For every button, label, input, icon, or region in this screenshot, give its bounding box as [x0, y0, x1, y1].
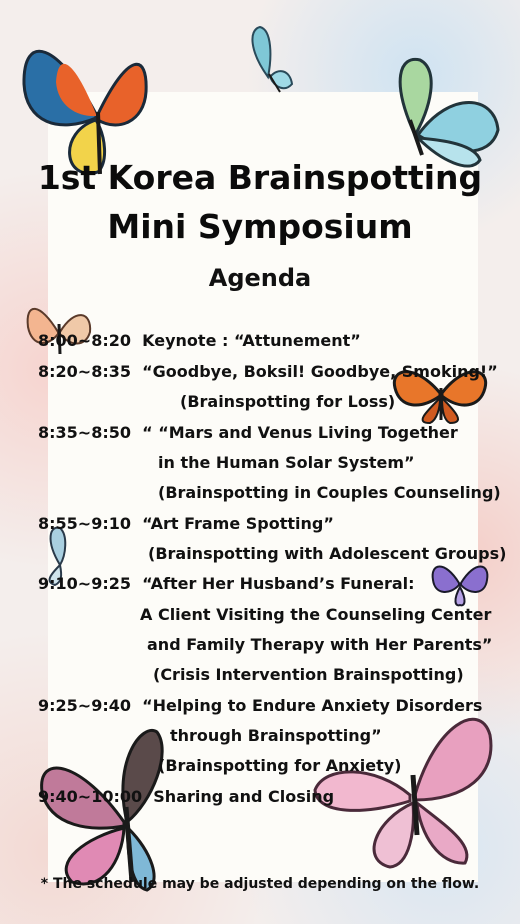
agenda-title: Keynote : “Attunement”: [142, 331, 361, 350]
agenda-time: 9:40~10:00: [38, 787, 143, 806]
agenda-item-6: [38, 695, 482, 717]
schedule-note: * The schedule may be adjusted depending on the flow.: [40, 876, 480, 892]
title-line-1: 1st Korea Brainspotting: [37, 158, 483, 197]
agenda-title: Sharing and Closing: [153, 787, 335, 806]
agenda-item-3: [38, 422, 458, 444]
agenda-heading: Agenda: [208, 264, 312, 292]
agenda-subtitle: (Brainspotting in Couples Counseling): [158, 483, 501, 502]
agenda-title: “ “Mars and Venus Living Together: [142, 423, 458, 442]
agenda-subtitle: (Brainspotting with Adolescent Groups): [148, 544, 507, 563]
agenda-time: 8:35~8:50: [38, 423, 131, 442]
agenda-time: 9:25~9:40: [38, 696, 131, 715]
agenda-item-5: [38, 573, 415, 595]
butterfly-pink-bottomleft-icon: [32, 722, 217, 897]
agenda-time: 8:00~8:20: [38, 331, 131, 350]
agenda-title: “Art Frame Spotting”: [142, 514, 334, 533]
agenda-title-continued: and Family Therapy with Her Parents”: [147, 635, 493, 654]
agenda-item-7: [38, 786, 334, 808]
butterfly-blue-small-top-icon: [240, 22, 300, 97]
agenda-title-continued: through Brainspotting”: [170, 726, 382, 745]
agenda-item-4: [38, 513, 334, 535]
agenda-title-continued: A Client Visiting the Counseling Center: [140, 605, 492, 624]
agenda-title: “After Her Husband’s Funeral:: [142, 574, 415, 593]
agenda-subtitle: (Brainspotting for Anxiety): [158, 756, 402, 775]
agenda-title: “Goodbye, Boksil! Goodbye, Smoking!”: [142, 362, 498, 381]
agenda-item-2: [38, 361, 498, 383]
agenda-time: 8:55~9:10: [38, 514, 131, 533]
agenda-title-continued: in the Human Solar System”: [158, 453, 415, 472]
title-line-2: Mini Symposium: [107, 207, 413, 246]
butterfly-pink-bottomright-icon: [305, 695, 500, 880]
agenda-item-1: [38, 330, 361, 352]
agenda-time: 8:20~8:35: [38, 362, 131, 381]
agenda-subtitle: (Crisis Intervention Brainspotting): [153, 665, 464, 684]
agenda-time: 9:10~9:25: [38, 574, 131, 593]
agenda-subtitle: (Brainspotting for Loss): [180, 392, 396, 411]
agenda-title: “Helping to Endure Anxiety Disorders: [142, 696, 483, 715]
